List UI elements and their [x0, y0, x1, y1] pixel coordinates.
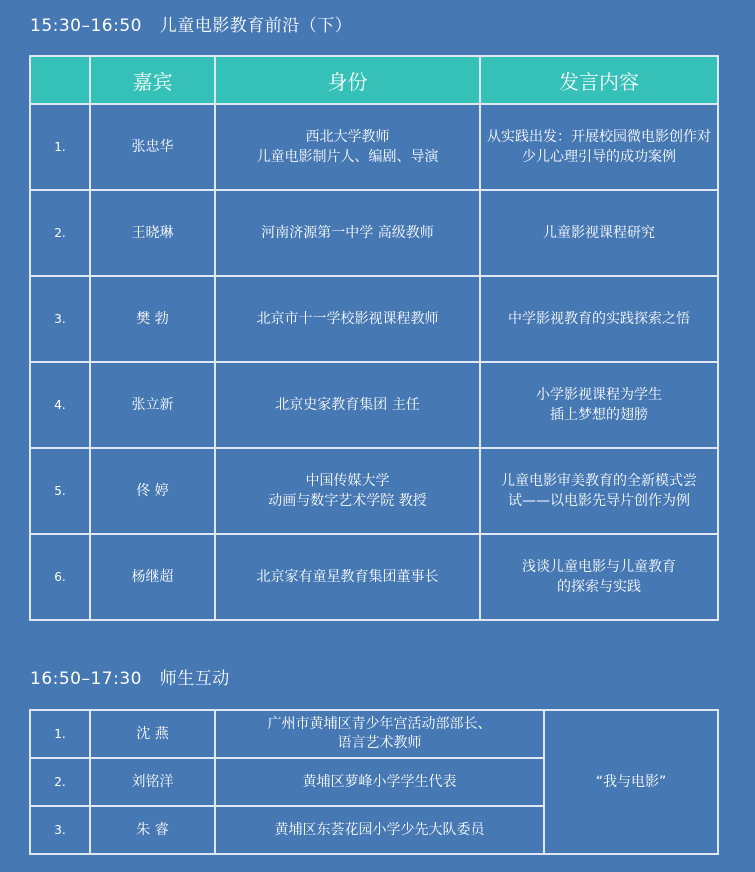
speech-topic [480, 104, 718, 190]
table-row [30, 534, 718, 620]
table-row [30, 190, 718, 276]
table-row [30, 710, 718, 758]
row-number: 2. [30, 190, 90, 276]
participant-name: 刘铭洋 [90, 758, 215, 806]
participant-role [215, 710, 544, 758]
guest-name: 王晓琳 [90, 190, 215, 276]
speech-topic [480, 448, 718, 534]
participant-role [215, 806, 544, 854]
row-number: 5. [30, 448, 90, 534]
speech-topic-line: 从实践出发：开展校园微电影创作对 [487, 129, 711, 145]
header-role: 身份 [215, 56, 480, 104]
speech-topic-line: 儿童电影审美教育的全新模式尝 [501, 473, 697, 489]
guest-name: 杨继超 [90, 534, 215, 620]
speech-topic [480, 362, 718, 448]
speech-topic-line: 插上梦想的翅膀 [550, 407, 648, 423]
guest-name: 樊 勃 [90, 276, 215, 362]
guest-role-line: 儿童电影制片人、编剧、导演 [256, 149, 439, 165]
section-2-title: 16:50–17:30 师生互动 [30, 669, 230, 689]
guest-role-line: 北京史家教育集团 主任 [275, 397, 420, 413]
table-row [30, 448, 718, 534]
speech-topic-line: 试——以电影先导片创作为例 [508, 493, 690, 509]
row-number: 3. [30, 806, 90, 854]
speech-topic-line: 少儿心理引导的成功案例 [522, 149, 676, 165]
speech-topic-line: 小学影视课程为学生 [536, 387, 662, 403]
participant-role-line: 黄埔区萝峰小学学生代表 [302, 773, 457, 790]
participant-name: 沈 燕 [90, 710, 215, 758]
participant-role-line: 广州市黄埔区青少年宫活动部部长、 [267, 716, 492, 732]
row-number: 2. [30, 758, 90, 806]
table-row [30, 362, 718, 448]
session-2-table [29, 709, 719, 855]
guest-role-line: 西北大学教师 [305, 129, 390, 145]
participant-name: 朱 睿 [90, 806, 215, 854]
row-number: 1. [30, 710, 90, 758]
speech-topic-line: 中学影视教育的实践探索之悟 [508, 311, 690, 327]
speech-topic [480, 276, 718, 362]
table-row [30, 104, 718, 190]
speech-topic-line: 儿童影视课程研究 [543, 225, 655, 241]
participant-role-line: 黄埔区东荟花园小学少先大队委员 [274, 821, 485, 838]
guest-role-line: 北京市十一学校影视课程教师 [256, 311, 439, 327]
guest-role [215, 104, 480, 190]
speech-topic [480, 190, 718, 276]
guest-role [215, 276, 480, 362]
session-1-table [29, 55, 719, 621]
header-guest: 嘉宾 [90, 56, 215, 104]
row-number: 3. [30, 276, 90, 362]
guest-role [215, 448, 480, 534]
row-number: 6. [30, 534, 90, 620]
guest-name: 张忠华 [90, 104, 215, 190]
speech-topic-line: 的探索与实践 [557, 579, 641, 595]
participant-role-line: 语言艺术教师 [337, 735, 422, 751]
guest-role [215, 362, 480, 448]
header-num [30, 56, 90, 104]
guest-role [215, 190, 480, 276]
guest-role-line: 北京家有童星教育集团董事长 [256, 569, 439, 585]
speech-topic [480, 534, 718, 620]
guest-role-line: 河南济源第一中学 高级教师 [261, 225, 434, 241]
header-topic: 发言内容 [480, 56, 718, 104]
speech-topic-line: 浅谈儿童电影与儿童教育 [522, 559, 676, 575]
row-number: 4. [30, 362, 90, 448]
guest-role-line: 中国传媒大学 [305, 473, 390, 489]
guest-name: 佟 婷 [90, 448, 215, 534]
guest-name: 张立新 [90, 362, 215, 448]
section-1-title: 15:30–16:50 儿童电影教育前沿（下） [30, 16, 353, 36]
table-header-row [30, 56, 718, 104]
row-number: 1. [30, 104, 90, 190]
table-row [30, 276, 718, 362]
guest-role [215, 534, 480, 620]
session-topic: “我与电影” [544, 710, 718, 854]
guest-role-line: 动画与数字艺术学院 教授 [268, 493, 427, 509]
participant-role [215, 758, 544, 806]
